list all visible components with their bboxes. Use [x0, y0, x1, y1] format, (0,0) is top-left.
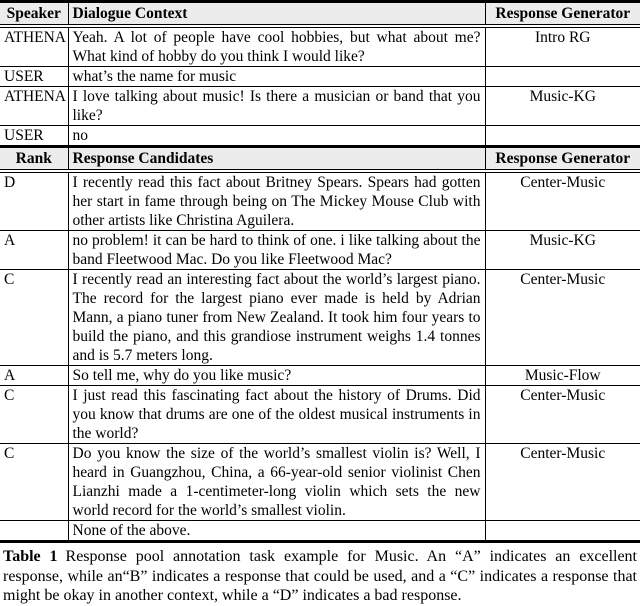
- candidate-row: [0, 386, 640, 444]
- speaker-cell: USER: [0, 126, 68, 147]
- dialogue-header-row: [0, 2, 640, 27]
- candidate-text-cell: None of the above.: [68, 521, 485, 542]
- response-generator-cell: Center-Music: [485, 444, 640, 521]
- response-generator-cell: Center-Music: [485, 270, 640, 366]
- rank-cell: C: [0, 444, 68, 521]
- response-generator-cell: [485, 67, 640, 87]
- rank-cell: A: [0, 366, 68, 386]
- dialogue-row: [0, 126, 640, 147]
- rank-cell: C: [0, 270, 68, 366]
- rank-cell: D: [0, 171, 68, 231]
- candidate-row: [0, 366, 640, 386]
- response-generator-column-header: Response Generator: [485, 147, 640, 172]
- response-generator-cell: Intro RG: [485, 26, 640, 67]
- response-candidates-column-header: Response Candidates: [68, 147, 485, 172]
- dialogue-context-cell: no: [68, 126, 485, 147]
- dialogue-context-cell: what’s the name for music: [68, 67, 485, 87]
- response-generator-cell: Music-KG: [485, 231, 640, 270]
- response-generator-cell: Music-Flow: [485, 366, 640, 386]
- speaker-column-header: Speaker: [0, 2, 68, 27]
- dialogue-row: [0, 87, 640, 126]
- candidate-row: [0, 521, 640, 542]
- candidate-text-cell: no problem! it can be hard to think of one. i like talking about the band Fleetwood Mac. Do you like Fleetwood Mac?: [68, 231, 485, 270]
- response-generator-cell: Center-Music: [485, 386, 640, 444]
- dialogue-row: [0, 26, 640, 67]
- candidate-text-cell: So tell me, why do you like music?: [68, 366, 485, 386]
- rank-cell: C: [0, 386, 68, 444]
- speaker-cell: USER: [0, 67, 68, 87]
- candidate-text-cell: Do you know the size of the world’s smallest violin is? Well, I heard in Guangzhou, China, a 66-year-old senior violinist Chen Lianzhi made a 1-centimeter-long violin which sets the new world record for the world’s smallest violin.: [68, 444, 485, 521]
- dialogue-row: [0, 67, 640, 87]
- response-generator-cell: Music-KG: [485, 87, 640, 126]
- response-generator-cell: [485, 126, 640, 147]
- response-generator-column-header: Response Generator: [485, 2, 640, 27]
- rank-column-header: Rank: [0, 147, 68, 172]
- response-generator-cell: [485, 521, 640, 542]
- speaker-cell: ATHENA: [0, 87, 68, 126]
- candidate-text-cell: I recently read this fact about Britney Spears. Spears had gotten her start in fame through being on The Mickey Mouse Club with other artists like Christina Aguilera.: [68, 171, 485, 231]
- candidate-row: [0, 270, 640, 366]
- rank-cell: [0, 521, 68, 542]
- candidate-text-cell: I recently read an interesting fact about the world’s largest piano. The record for the largest piano ever made is held by Adrian Mann, a piano tuner from New Zealand. It took him four years to build the piano, and this grandiose instrument weighs 1.4 tonnes and is 5.7 meters long.: [68, 270, 485, 366]
- candidate-text-cell: I just read this fascinating fact about the history of Drums. Did you know that drums are one of the oldest musical instruments in the world?: [68, 386, 485, 444]
- dialogue-rows: [0, 26, 640, 147]
- table-caption-text: Response pool annotation task example for Music. An “A” indicates an excellent response, while an“B” indicates a response that could be used, and a “C” indicates a response that might be okay in another context, while a “D” indicates a bad response.: [3, 548, 638, 604]
- rank-cell: A: [0, 231, 68, 270]
- table-caption: [0, 547, 640, 606]
- candidate-rows: [0, 171, 640, 542]
- speaker-cell: ATHENA: [0, 26, 68, 67]
- table-caption-label: Table 1: [3, 548, 58, 565]
- response-generator-cell: Center-Music: [485, 171, 640, 231]
- candidates-header-row: [0, 147, 640, 172]
- dialogue-context-cell: Yeah. A lot of people have cool hobbies, but what about me? What kind of hobby do you think I would like?: [68, 26, 485, 67]
- dialogue-context-cell: I love talking about music! Is there a musician or band that you like?: [68, 87, 485, 126]
- dialogue-context-column-header: Dialogue Context: [68, 2, 485, 27]
- candidate-row: [0, 231, 640, 270]
- candidate-row: [0, 171, 640, 231]
- candidate-row: [0, 444, 640, 521]
